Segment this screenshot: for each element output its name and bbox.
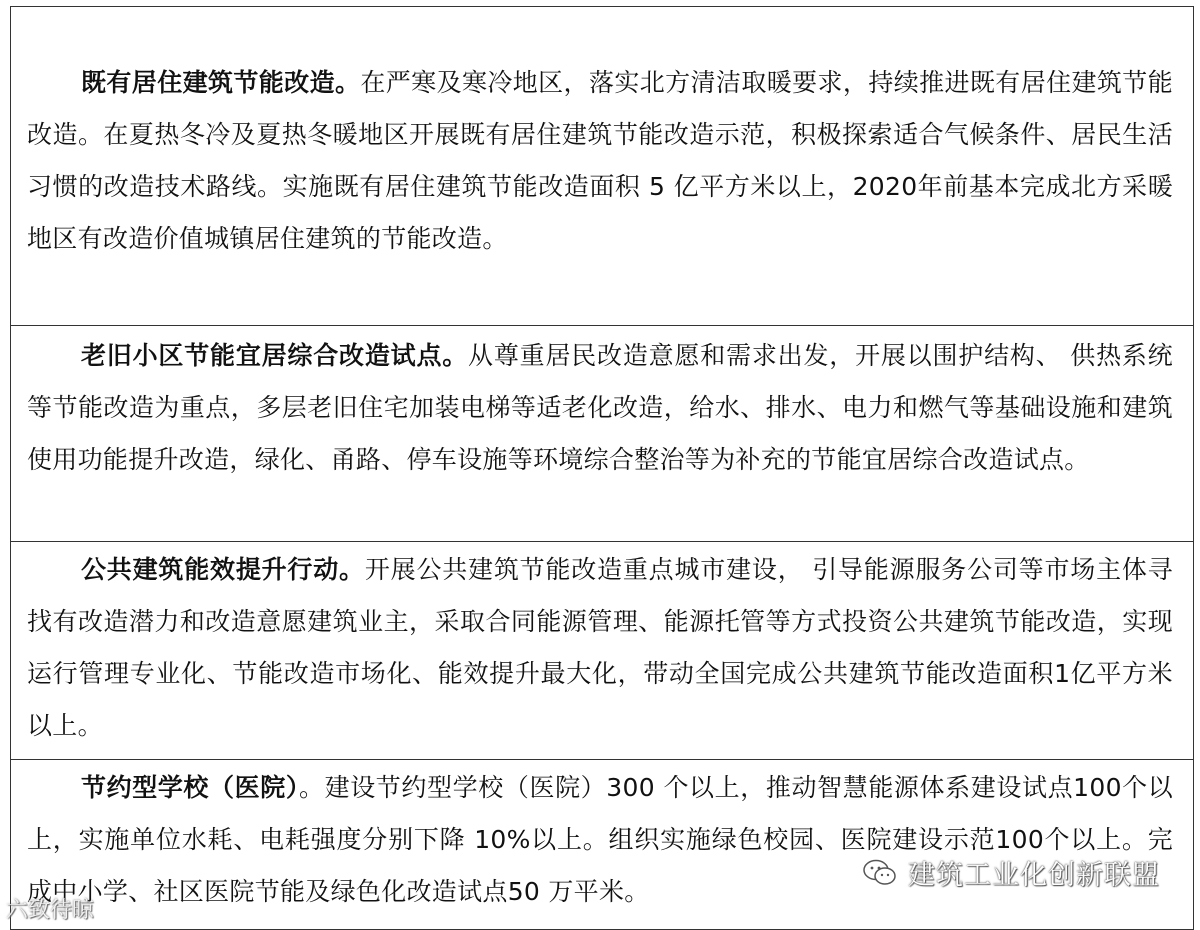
table-row [11, 325, 1193, 541]
paragraph [27, 544, 1173, 752]
paragraph-body: 。建设节约型学校（医院）300 个以上，推动智慧能源体系建设试点100个以上，实施单位水耗、电耗强度分别下降 10%以上。组织实施绿色校园、医院建设示范100个以上。完成中小学、社区医院节能及绿色化改造试点50 万平米。 [27, 773, 1174, 906]
table-row [11, 541, 1193, 759]
corner-watermark-text: 六致待晾 [6, 898, 95, 923]
paragraph-heading: 节约型学校（医院） [81, 773, 299, 802]
paragraph [27, 330, 1173, 486]
content-table [10, 6, 1194, 930]
table-row [11, 7, 1193, 325]
paragraph-body: 开展公共建筑节能改造重点城市建设， 引导能源服务公司等市场主体寻找有改造潜力和改造意愿建筑业主，采取合同能源管理、能源托管等方式投资公共建筑节能改造，实现运行管理专业化、节能改造市场化、能效提升最大化，带动全国完成公共建筑节能改造面积1亿平方米以上。 [27, 555, 1173, 740]
paragraph [27, 762, 1173, 918]
paragraph-heading: 公共建筑能效提升行动。 [81, 555, 365, 584]
paragraph-heading: 老旧小区节能宜居综合改造试点。 [81, 341, 469, 370]
paragraph-body: 在严寒及寒冷地区，落实北方清洁取暖要求，持续推进既有居住建筑节能改造。在夏热冬冷及夏热冬暖地区开展既有居住建筑节能改造示范，积极探索适合气候条件、居民生活习惯的改造技术路线。实施既有居住建筑节能改造面积 5 亿平方米以上，2020年前基本完成北方采暖地区有改造价值城镇居住建筑的节能改造。 [27, 68, 1173, 253]
paragraph [27, 57, 1173, 265]
watermark [862, 853, 1160, 892]
table-row [11, 759, 1193, 929]
watermark-brand: 建筑工业化创新联盟 [908, 860, 1160, 891]
corner-watermark [6, 893, 94, 924]
wechat-icon [862, 858, 898, 888]
paragraph-body: 从尊重居民改造意愿和需求出发，开展以围护结构、 供热系统等节能改造为重点，多层老旧住宅加装电梯等适老化改造，给水、排水、电力和燃气等基础设施和建筑使用功能提升改造，绿化、甬路、停车设施等环境综合整治等为补充的节能宜居综合改造试点。 [27, 341, 1173, 474]
paragraph-heading: 既有居住建筑节能改造。 [81, 68, 361, 97]
